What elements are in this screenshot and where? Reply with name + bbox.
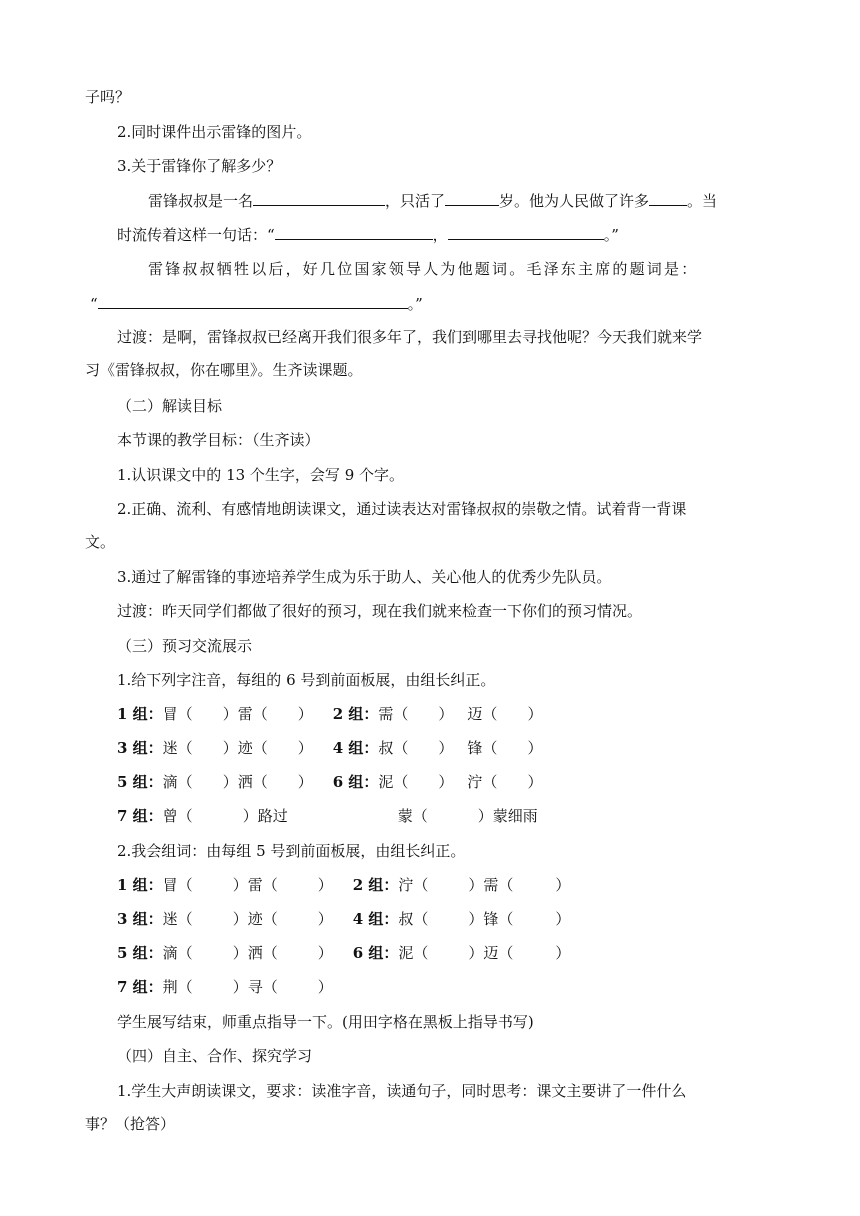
answer-blank	[275, 224, 433, 240]
char-item: 曾（	[162, 807, 193, 825]
fill-blank-line	[148, 190, 717, 211]
text-segment: 。”	[407, 295, 423, 313]
group-label: 1 组：	[117, 876, 163, 894]
char-item: 泞（	[398, 876, 429, 894]
section-heading: （四）自主、合作、探究学习	[117, 1047, 313, 1065]
char-item: ）	[438, 739, 454, 757]
exercise-row	[117, 943, 570, 963]
group-label: 2 组：	[332, 705, 379, 723]
char-item: ）	[297, 705, 313, 723]
text-segment: 。”	[603, 226, 619, 244]
group-label: 1 组：	[117, 705, 163, 723]
char-item: ）	[317, 944, 333, 962]
char-item: ）需（	[468, 876, 514, 894]
answer-blank	[98, 293, 408, 309]
char-item: 锋（	[467, 739, 498, 757]
answer-blank	[448, 224, 604, 240]
char-item: 蒙（	[397, 807, 428, 825]
text-line: 1.学生大声朗读课文，要求：读准字音，读通句子，同时思考：课文主要讲了一件什么	[117, 1082, 687, 1100]
text-line: 学生展写结束，师重点指导一下。(用田字格在黑板上指导书写)	[117, 1013, 534, 1031]
text-segment: 。当	[687, 192, 718, 210]
char-item: ）	[317, 978, 333, 996]
char-item: ）	[438, 773, 454, 791]
answer-blank	[649, 190, 687, 206]
text-line: 2.我会组词：由每组 5 号到前面板展，由组长纠正。	[117, 842, 466, 860]
char-item: ）蒙细雨	[477, 807, 538, 825]
group-label: 4 组：	[332, 739, 379, 757]
char-item: ）雷（	[222, 705, 268, 723]
char-item: 迷（	[162, 910, 193, 928]
group-label: 3 组：	[117, 910, 163, 928]
char-item: 迷（	[162, 739, 193, 757]
exercise-row	[117, 806, 538, 826]
text-line: 1.认识课文中的 13 个生字，会写 9 个字。	[117, 466, 405, 484]
char-item: 叔（	[378, 739, 409, 757]
group-label: 7 组：	[117, 807, 163, 825]
char-item: ）寻（	[232, 978, 278, 996]
char-item: 荆（	[162, 978, 193, 996]
text-line: 2.正确、流利、有感情地朗读课文，通过读表达对雷锋叔叔的崇敬之情。试着背一背课	[117, 500, 687, 518]
text-line: 事？（抢答）	[85, 1115, 176, 1133]
char-item: ）锋（	[468, 910, 514, 928]
char-item: ）迹（	[222, 739, 268, 757]
answer-blank	[253, 190, 385, 206]
text-line: 习《雷锋叔叔，你在哪里》。生齐读课题。	[85, 361, 363, 379]
char-item: 滴（	[162, 773, 193, 791]
char-item: 冒（	[162, 876, 193, 894]
text-line: 过渡：是啊，雷锋叔叔已经离开我们很多年了，我们到哪里去寻找他呢？今天我们就来学	[117, 328, 703, 346]
char-item: 泥（	[398, 944, 429, 962]
char-item: ）迹（	[232, 910, 278, 928]
exercise-row	[117, 909, 570, 929]
char-item: ）	[438, 705, 454, 723]
text-segment: 岁。他为人民做了许多	[499, 192, 650, 210]
char-item: ）	[555, 876, 571, 894]
group-label: 4 组：	[352, 910, 399, 928]
char-item: 冒（	[162, 705, 193, 723]
text-line: 子吗？	[85, 88, 131, 106]
group-label: 2 组：	[352, 876, 399, 894]
char-item: ）	[317, 910, 333, 928]
exercise-row	[117, 977, 333, 997]
char-item: 迈（	[467, 705, 498, 723]
char-item: 泞（	[467, 773, 498, 791]
char-item: ）	[555, 910, 571, 928]
text-line: 雷锋叔叔牺牲以后，好几位国家领导人为他题词。毛泽东主席的题词是：	[148, 260, 699, 278]
section-heading: （二）解读目标	[117, 397, 223, 415]
fill-blank-line	[90, 293, 423, 314]
text-line: 本节课的教学目标：（生齐读）	[117, 431, 320, 449]
text-line: 1.给下列字注音，每组的 6 号到前面板展，由组长纠正。	[117, 671, 496, 689]
text-line: 过渡：昨天同学们都做了很好的预习，现在我们就来检查一下你们的预习情况。	[117, 602, 643, 620]
text-segment: ，	[432, 226, 448, 244]
text-segment: 时流传着这样一句话：“	[117, 226, 275, 244]
char-item: ）	[297, 773, 313, 791]
char-item: ）雷（	[232, 876, 278, 894]
char-item: ）	[317, 876, 333, 894]
char-item: 泥（	[378, 773, 409, 791]
exercise-row	[117, 875, 570, 895]
exercise-row	[117, 704, 542, 724]
group-label: 6 组：	[352, 944, 399, 962]
char-item: ）	[555, 944, 571, 962]
text-line: 3.通过了解雷锋的事迹培养学生成为乐于助人、关心他人的优秀少先队员。	[117, 568, 612, 586]
text-line: 3.关于雷锋你了解多少？	[117, 157, 282, 175]
fill-blank-line	[117, 224, 619, 245]
exercise-row	[117, 738, 542, 758]
exercise-row	[117, 772, 542, 792]
char-item: 叔（	[398, 910, 429, 928]
char-item: ）	[527, 705, 543, 723]
group-label: 6 组：	[332, 773, 379, 791]
char-item: ）	[527, 773, 543, 791]
answer-blank	[445, 190, 499, 206]
text-segment: “	[90, 295, 98, 313]
char-item: ）洒（	[222, 773, 268, 791]
char-item: 需（	[378, 705, 409, 723]
group-label: 5 组：	[117, 773, 163, 791]
section-heading: （三）预习交流展示	[117, 637, 253, 655]
char-item: 滴（	[162, 944, 193, 962]
group-label: 3 组：	[117, 739, 163, 757]
char-item: ）洒（	[232, 944, 278, 962]
text-line: 2.同时课件出示雷锋的图片。	[117, 123, 312, 141]
group-label: 5 组：	[117, 944, 163, 962]
char-item: ）	[297, 739, 313, 757]
char-item: ）路过	[242, 807, 288, 825]
text-segment: 雷锋叔叔是一名	[148, 192, 254, 210]
text-segment: ，只活了	[385, 192, 446, 210]
group-label: 7 组：	[117, 978, 163, 996]
char-item: ）	[527, 739, 543, 757]
char-item: ）迈（	[468, 944, 514, 962]
text-line: 文。	[85, 533, 116, 551]
